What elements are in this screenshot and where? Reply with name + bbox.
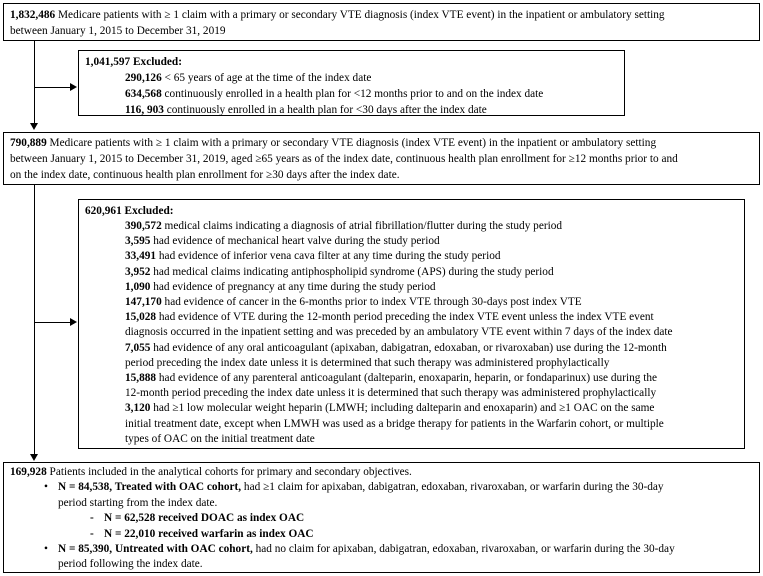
initial-text: Medicare patients with ≥ 1 claim with a primary or secondary VTE diagnosis (index VTE event) in the inpatient or ambulatory setting (55, 9, 665, 21)
exclusion-item: 7,055 had evidence of any oral anticoagulant (apixaban, dabigatran, edoxaban, or rivaroxaban) use during the 12-month period preceding the index date unless it is determined that such therapy was administered prophylactically (125, 341, 667, 369)
exclusion-item: 634,568 continuously enrolled in a health plan for <12 months prior to and on the index date (125, 88, 544, 100)
eligible-text-3: on the index date, continuous health plan enrollment for ≥30 days after the index date. (10, 169, 400, 181)
doac-subitem: - N = 62,528 received DOAC as index OAC (10, 511, 753, 526)
exclusion-item: 3,952 had medical claims indicating antiphospholipid syndrome (APS) during the study period (125, 265, 554, 278)
exclusion-box-1 (78, 50, 625, 116)
eligible-text-2: between January 1, 2015 to December 31, 2019, aged ≥65 years as of the index date, continuous health plan enrollment for ≥12 months prior to and (10, 153, 678, 165)
bullet: • (44, 543, 48, 556)
eligible-count: 790,889 (10, 137, 47, 149)
initial-count: 1,832,486 (10, 9, 56, 21)
dash: - (90, 527, 94, 540)
exclusion-header-2: 620,961 Excluded: (85, 205, 174, 217)
exclusion-box-2 (78, 199, 745, 449)
exclusion-item: 3,120 had ≥1 low molecular weight heparin (LMWH; including dalteparin and enoxaparin) and ≥1 OAC on the same initial treatment date, except when LMWH was used as a bridge therapy for patients in the Warfarin cohort, or multiple types of OAC on the initial treatment date (125, 402, 664, 445)
exclusion-item: 290,126 < 65 years of age at the time of the index date (125, 72, 372, 84)
exclusion-item: 390,572 medical claims indicating a diagnosis of atrial fibrillation/flutter during the study period (125, 220, 563, 232)
initial-text-2: between January 1, 2015 to December 31, 2019 (10, 25, 226, 37)
connector-horizontal-2 (34, 322, 71, 323)
cohort-text: Patients included in the analytical cohorts for primary and secondary objectives. (46, 466, 412, 478)
arrow-down-1 (30, 123, 38, 130)
connector-vertical-1 (34, 41, 35, 125)
exclusion-item: 15,028 had evidence of VTE during the 12-month period preceding the index VTE event unless the index VTE event diagnosis occurred in the inpatient setting and was preceded by an ambulatory VTE event within 7 days of the index date (125, 311, 673, 339)
exclusion-item: 1,090 had evidence of pregnancy at any time during the study period (125, 280, 436, 293)
connector-horizontal-1 (34, 87, 71, 88)
eligible-population-box (3, 132, 760, 185)
exclusion-header-1: 1,041,597 Excluded: (85, 56, 182, 68)
exclusion-item: 116, 903 continuously enrolled in a health plan for <30 days after the index date (125, 104, 487, 116)
cohort-count: 169,928 (10, 466, 47, 478)
analytical-cohort-box (3, 462, 760, 573)
connector-vertical-2 (34, 185, 35, 455)
initial-population-box (3, 3, 760, 41)
exclusion-item: 3,595 had evidence of mechanical heart valve during the study period (125, 235, 440, 248)
warfarin-subitem: - N = 22,010 received warfarin as index OAC (10, 527, 753, 542)
bullet: • (44, 481, 48, 494)
arrow-right-1 (70, 83, 77, 91)
eligible-text-1: Medicare patients with ≥ 1 claim with a primary or secondary VTE diagnosis (index VTE event) in the inpatient or ambulatory setting (46, 137, 657, 149)
exclusion-item: 15,888 had evidence of any parenteral anticoagulant (dalteparin, enoxaparin, heparin, or fondaparinux) use during the 12-month period preceding the index date unless it is determined that such therapy was administered prophylactically (125, 372, 658, 400)
dash: - (90, 512, 94, 525)
arrow-right-2 (70, 318, 77, 326)
arrow-down-2 (30, 454, 38, 461)
untreated-cohort-item: • N = 85,390, Untreated with OAC cohort, had no claim for apixaban, dabigatran, edoxaban, rivaroxaban, or warfarin during the 30-day period following the index date. (44, 543, 675, 571)
exclusion-item: 33,491 had evidence of inferior vena cava filter at any time during the study period (125, 250, 501, 263)
exclusion-item: 147,170 had evidence of cancer in the 6-months prior to index VTE through 30-days post index VTE (125, 296, 582, 309)
treated-cohort-item: • N = 84,538, Treated with OAC cohort, had ≥1 claim for apixaban, dabigatran, edoxaban, rivaroxaban, or warfarin during the 30-day period starting from the index date. (44, 481, 664, 509)
